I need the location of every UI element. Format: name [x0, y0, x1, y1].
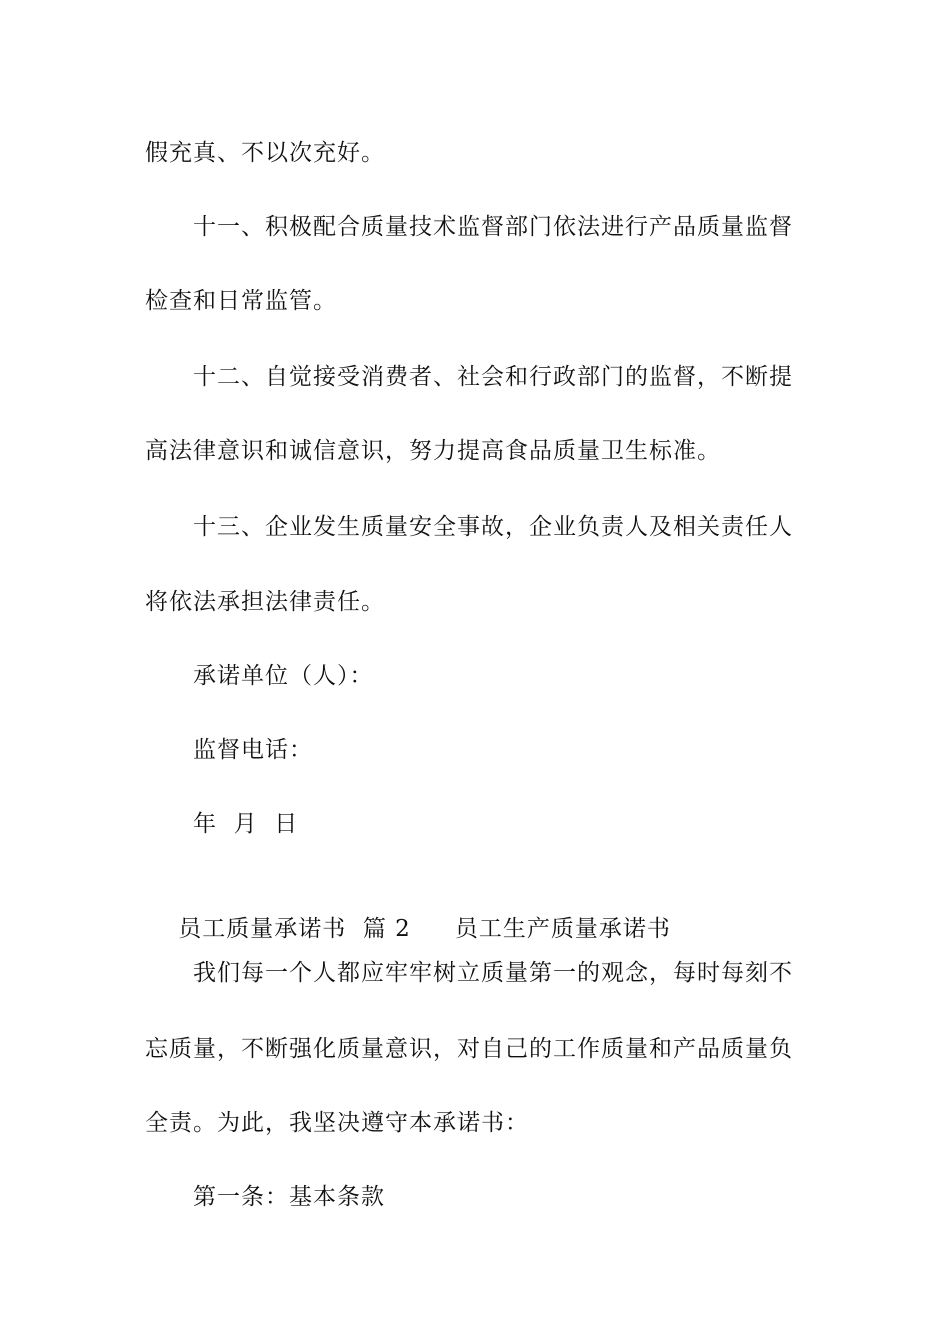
text-line: 忘质量，不断强化质量意识，对自己的工作质量和产品质量负: [145, 1036, 793, 1062]
section-heading-subtitle: 员工生产质量承诺书: [454, 916, 671, 942]
text-line: 我们每一个人都应牢牢树立质量第一的观念，每时每刻不: [193, 960, 793, 986]
text-line: 全责。为此，我坚决遵守本承诺书：: [145, 1110, 529, 1136]
text-line: 第一条：基本条款: [193, 1184, 385, 1210]
text-line: 年 月 日: [193, 811, 299, 837]
text-line: 承诺单位（人）：: [193, 663, 374, 689]
text-line: 将依法承担法律责任。: [145, 589, 385, 615]
text-line: 高法律意识和诚信意识，努力提高食品质量卫生标准。: [145, 438, 721, 464]
section-heading-title: 员工质量承诺书 篇 2: [178, 916, 411, 942]
text-line: 监督电话：: [193, 737, 313, 763]
text-line: 假充真、不以次充好。: [145, 140, 385, 166]
text-line: 十二、自觉接受消费者、社会和行政部门的监督，不断提: [193, 364, 793, 390]
text-line: 检查和日常监管。: [145, 288, 337, 314]
text-line: 十三、企业发生质量安全事故，企业负责人及相关责任人: [193, 514, 793, 540]
text-line: 十一、积极配合质量技术监督部门依法进行产品质量监督: [193, 214, 793, 240]
